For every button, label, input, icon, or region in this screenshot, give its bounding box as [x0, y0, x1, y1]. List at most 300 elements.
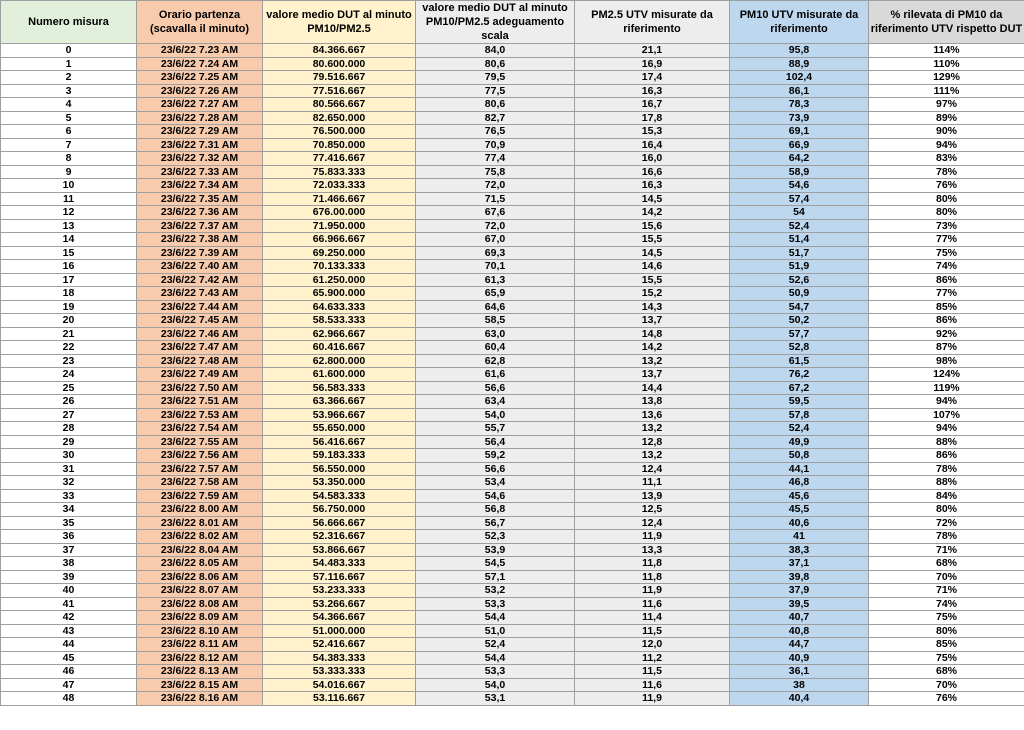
cell-valore-medio-dut-scala[interactable]: 54,5 [416, 557, 575, 571]
cell-percent-pm10[interactable]: 76% [869, 179, 1024, 193]
cell-numero-misura[interactable]: 21 [1, 327, 137, 341]
cell-pm25-utv[interactable]: 16,3 [575, 84, 730, 98]
cell-pm25-utv[interactable]: 17,4 [575, 71, 730, 85]
cell-pm25-utv[interactable]: 16,4 [575, 138, 730, 152]
cell-pm25-utv[interactable]: 15,2 [575, 287, 730, 301]
cell-pm10-utv[interactable]: 58,9 [730, 165, 869, 179]
cell-valore-medio-dut[interactable]: 52.416.667 [263, 638, 416, 652]
cell-orario-partenza[interactable]: 23/6/22 7.26 AM [137, 84, 263, 98]
cell-orario-partenza[interactable]: 23/6/22 7.44 AM [137, 300, 263, 314]
cell-valore-medio-dut[interactable]: 53.966.667 [263, 408, 416, 422]
cell-valore-medio-dut[interactable]: 51.000.000 [263, 624, 416, 638]
cell-valore-medio-dut[interactable]: 54.583.333 [263, 489, 416, 503]
cell-valore-medio-dut-scala[interactable]: 54,0 [416, 408, 575, 422]
cell-percent-pm10[interactable]: 70% [869, 678, 1024, 692]
cell-orario-partenza[interactable]: 23/6/22 7.59 AM [137, 489, 263, 503]
cell-orario-partenza[interactable]: 23/6/22 8.07 AM [137, 584, 263, 598]
cell-percent-pm10[interactable]: 129% [869, 71, 1024, 85]
cell-pm10-utv[interactable]: 41 [730, 530, 869, 544]
cell-valore-medio-dut[interactable]: 77.416.667 [263, 152, 416, 166]
cell-numero-misura[interactable]: 40 [1, 584, 137, 598]
cell-pm25-utv[interactable]: 11,8 [575, 557, 730, 571]
cell-orario-partenza[interactable]: 23/6/22 7.50 AM [137, 381, 263, 395]
cell-pm10-utv[interactable]: 46,8 [730, 476, 869, 490]
cell-valore-medio-dut-scala[interactable]: 53,9 [416, 543, 575, 557]
cell-numero-misura[interactable]: 10 [1, 179, 137, 193]
cell-percent-pm10[interactable]: 80% [869, 206, 1024, 220]
cell-valore-medio-dut-scala[interactable]: 53,1 [416, 692, 575, 706]
header-orario-partenza[interactable]: Orario partenza (scavalla il minuto) [137, 1, 263, 44]
cell-pm10-utv[interactable]: 38,3 [730, 543, 869, 557]
cell-orario-partenza[interactable]: 23/6/22 7.28 AM [137, 111, 263, 125]
cell-percent-pm10[interactable]: 88% [869, 435, 1024, 449]
cell-pm25-utv[interactable]: 11,6 [575, 597, 730, 611]
cell-valore-medio-dut-scala[interactable]: 52,4 [416, 638, 575, 652]
cell-percent-pm10[interactable]: 78% [869, 165, 1024, 179]
cell-pm10-utv[interactable]: 61,5 [730, 354, 869, 368]
cell-percent-pm10[interactable]: 86% [869, 449, 1024, 463]
cell-orario-partenza[interactable]: 23/6/22 8.10 AM [137, 624, 263, 638]
cell-orario-partenza[interactable]: 23/6/22 7.49 AM [137, 368, 263, 382]
cell-valore-medio-dut[interactable]: 56.416.667 [263, 435, 416, 449]
cell-percent-pm10[interactable]: 89% [869, 111, 1024, 125]
cell-percent-pm10[interactable]: 94% [869, 422, 1024, 436]
cell-orario-partenza[interactable]: 23/6/22 7.43 AM [137, 287, 263, 301]
cell-pm10-utv[interactable]: 44,7 [730, 638, 869, 652]
cell-valore-medio-dut-scala[interactable]: 54,4 [416, 611, 575, 625]
cell-percent-pm10[interactable]: 84% [869, 489, 1024, 503]
cell-numero-misura[interactable]: 31 [1, 462, 137, 476]
cell-valore-medio-dut[interactable]: 72.033.333 [263, 179, 416, 193]
cell-orario-partenza[interactable]: 23/6/22 8.00 AM [137, 503, 263, 517]
cell-pm25-utv[interactable]: 14,6 [575, 260, 730, 274]
cell-valore-medio-dut[interactable]: 79.516.667 [263, 71, 416, 85]
cell-valore-medio-dut-scala[interactable]: 54,0 [416, 678, 575, 692]
cell-numero-misura[interactable]: 43 [1, 624, 137, 638]
cell-valore-medio-dut[interactable]: 80.566.667 [263, 98, 416, 112]
cell-pm25-utv[interactable]: 16,6 [575, 165, 730, 179]
cell-orario-partenza[interactable]: 23/6/22 7.56 AM [137, 449, 263, 463]
cell-pm10-utv[interactable]: 88,9 [730, 57, 869, 71]
cell-pm25-utv[interactable]: 12,0 [575, 638, 730, 652]
cell-valore-medio-dut-scala[interactable]: 53,4 [416, 476, 575, 490]
cell-valore-medio-dut-scala[interactable]: 53,3 [416, 665, 575, 679]
cell-valore-medio-dut[interactable]: 60.416.667 [263, 341, 416, 355]
cell-orario-partenza[interactable]: 23/6/22 7.34 AM [137, 179, 263, 193]
cell-orario-partenza[interactable]: 23/6/22 7.54 AM [137, 422, 263, 436]
cell-pm25-utv[interactable]: 11,5 [575, 624, 730, 638]
cell-pm10-utv[interactable]: 57,4 [730, 192, 869, 206]
cell-valore-medio-dut[interactable]: 61.600.000 [263, 368, 416, 382]
cell-orario-partenza[interactable]: 23/6/22 8.11 AM [137, 638, 263, 652]
cell-orario-partenza[interactable]: 23/6/22 8.05 AM [137, 557, 263, 571]
cell-percent-pm10[interactable]: 110% [869, 57, 1024, 71]
cell-pm10-utv[interactable]: 51,9 [730, 260, 869, 274]
cell-valore-medio-dut[interactable]: 62.800.000 [263, 354, 416, 368]
cell-pm25-utv[interactable]: 21,1 [575, 44, 730, 58]
cell-valore-medio-dut[interactable]: 52.316.667 [263, 530, 416, 544]
cell-pm25-utv[interactable]: 14,2 [575, 341, 730, 355]
cell-pm10-utv[interactable]: 40,8 [730, 624, 869, 638]
cell-pm25-utv[interactable]: 16,9 [575, 57, 730, 71]
cell-numero-misura[interactable]: 39 [1, 570, 137, 584]
cell-orario-partenza[interactable]: 23/6/22 7.29 AM [137, 125, 263, 139]
cell-valore-medio-dut[interactable]: 57.116.667 [263, 570, 416, 584]
cell-pm10-utv[interactable]: 50,8 [730, 449, 869, 463]
cell-valore-medio-dut[interactable]: 58.533.333 [263, 314, 416, 328]
cell-valore-medio-dut[interactable]: 54.383.333 [263, 651, 416, 665]
cell-numero-misura[interactable]: 19 [1, 300, 137, 314]
cell-valore-medio-dut-scala[interactable]: 80,6 [416, 57, 575, 71]
cell-valore-medio-dut[interactable]: 54.483.333 [263, 557, 416, 571]
cell-numero-misura[interactable]: 5 [1, 111, 137, 125]
cell-percent-pm10[interactable]: 77% [869, 287, 1024, 301]
cell-percent-pm10[interactable]: 74% [869, 597, 1024, 611]
cell-orario-partenza[interactable]: 23/6/22 7.47 AM [137, 341, 263, 355]
cell-numero-misura[interactable]: 7 [1, 138, 137, 152]
cell-numero-misura[interactable]: 13 [1, 219, 137, 233]
cell-valore-medio-dut[interactable]: 53.266.667 [263, 597, 416, 611]
cell-pm10-utv[interactable]: 45,6 [730, 489, 869, 503]
cell-pm25-utv[interactable]: 17,8 [575, 111, 730, 125]
cell-orario-partenza[interactable]: 23/6/22 8.13 AM [137, 665, 263, 679]
cell-numero-misura[interactable]: 24 [1, 368, 137, 382]
cell-numero-misura[interactable]: 17 [1, 273, 137, 287]
cell-pm25-utv[interactable]: 11,9 [575, 692, 730, 706]
cell-valore-medio-dut[interactable]: 65.900.000 [263, 287, 416, 301]
cell-percent-pm10[interactable]: 90% [869, 125, 1024, 139]
cell-pm25-utv[interactable]: 11,6 [575, 678, 730, 692]
header-numero-misura[interactable]: Numero misura [1, 1, 137, 44]
cell-valore-medio-dut-scala[interactable]: 65,9 [416, 287, 575, 301]
header-pm25-utv[interactable]: PM2.5 UTV misurate da riferimento [575, 1, 730, 44]
cell-numero-misura[interactable]: 23 [1, 354, 137, 368]
cell-pm25-utv[interactable]: 13,2 [575, 422, 730, 436]
cell-pm10-utv[interactable]: 50,2 [730, 314, 869, 328]
cell-valore-medio-dut-scala[interactable]: 77,4 [416, 152, 575, 166]
cell-orario-partenza[interactable]: 23/6/22 8.15 AM [137, 678, 263, 692]
cell-orario-partenza[interactable]: 23/6/22 8.16 AM [137, 692, 263, 706]
cell-pm25-utv[interactable]: 13,7 [575, 368, 730, 382]
cell-percent-pm10[interactable]: 78% [869, 530, 1024, 544]
cell-percent-pm10[interactable]: 88% [869, 476, 1024, 490]
cell-numero-misura[interactable]: 0 [1, 44, 137, 58]
cell-pm10-utv[interactable]: 78,3 [730, 98, 869, 112]
cell-valore-medio-dut[interactable]: 77.516.667 [263, 84, 416, 98]
cell-pm10-utv[interactable]: 44,1 [730, 462, 869, 476]
cell-orario-partenza[interactable]: 23/6/22 7.25 AM [137, 71, 263, 85]
cell-valore-medio-dut-scala[interactable]: 77,5 [416, 84, 575, 98]
cell-valore-medio-dut[interactable]: 82.650.000 [263, 111, 416, 125]
cell-pm25-utv[interactable]: 15,6 [575, 219, 730, 233]
cell-valore-medio-dut-scala[interactable]: 56,6 [416, 381, 575, 395]
cell-orario-partenza[interactable]: 23/6/22 7.46 AM [137, 327, 263, 341]
cell-percent-pm10[interactable]: 85% [869, 300, 1024, 314]
cell-pm10-utv[interactable]: 40,7 [730, 611, 869, 625]
cell-pm10-utv[interactable]: 38 [730, 678, 869, 692]
cell-numero-misura[interactable]: 29 [1, 435, 137, 449]
cell-numero-misura[interactable]: 20 [1, 314, 137, 328]
cell-pm10-utv[interactable]: 76,2 [730, 368, 869, 382]
cell-orario-partenza[interactable]: 23/6/22 8.12 AM [137, 651, 263, 665]
cell-percent-pm10[interactable]: 92% [869, 327, 1024, 341]
cell-valore-medio-dut[interactable]: 54.016.667 [263, 678, 416, 692]
cell-pm10-utv[interactable]: 52,4 [730, 422, 869, 436]
cell-numero-misura[interactable]: 45 [1, 651, 137, 665]
cell-valore-medio-dut-scala[interactable]: 62,8 [416, 354, 575, 368]
cell-percent-pm10[interactable]: 75% [869, 611, 1024, 625]
cell-orario-partenza[interactable]: 23/6/22 8.02 AM [137, 530, 263, 544]
cell-valore-medio-dut[interactable]: 53.233.333 [263, 584, 416, 598]
cell-valore-medio-dut-scala[interactable]: 56,7 [416, 516, 575, 530]
cell-numero-misura[interactable]: 16 [1, 260, 137, 274]
cell-valore-medio-dut-scala[interactable]: 55,7 [416, 422, 575, 436]
cell-orario-partenza[interactable]: 23/6/22 8.04 AM [137, 543, 263, 557]
cell-numero-misura[interactable]: 2 [1, 71, 137, 85]
cell-pm10-utv[interactable]: 86,1 [730, 84, 869, 98]
cell-numero-misura[interactable]: 22 [1, 341, 137, 355]
cell-percent-pm10[interactable]: 78% [869, 462, 1024, 476]
cell-percent-pm10[interactable]: 111% [869, 84, 1024, 98]
cell-valore-medio-dut[interactable]: 75.833.333 [263, 165, 416, 179]
cell-numero-misura[interactable]: 44 [1, 638, 137, 652]
cell-percent-pm10[interactable]: 114% [869, 44, 1024, 58]
cell-valore-medio-dut-scala[interactable]: 72,0 [416, 179, 575, 193]
cell-pm10-utv[interactable]: 59,5 [730, 395, 869, 409]
cell-pm25-utv[interactable]: 12,4 [575, 516, 730, 530]
cell-numero-misura[interactable]: 18 [1, 287, 137, 301]
cell-pm10-utv[interactable]: 54,6 [730, 179, 869, 193]
cell-valore-medio-dut[interactable]: 54.366.667 [263, 611, 416, 625]
cell-orario-partenza[interactable]: 23/6/22 8.01 AM [137, 516, 263, 530]
cell-pm25-utv[interactable]: 11,1 [575, 476, 730, 490]
cell-valore-medio-dut-scala[interactable]: 53,2 [416, 584, 575, 598]
cell-valore-medio-dut[interactable]: 69.250.000 [263, 246, 416, 260]
cell-valore-medio-dut[interactable]: 56.550.000 [263, 462, 416, 476]
cell-orario-partenza[interactable]: 23/6/22 7.55 AM [137, 435, 263, 449]
cell-valore-medio-dut-scala[interactable]: 67,0 [416, 233, 575, 247]
cell-valore-medio-dut-scala[interactable]: 53,3 [416, 597, 575, 611]
cell-percent-pm10[interactable]: 83% [869, 152, 1024, 166]
cell-numero-misura[interactable]: 11 [1, 192, 137, 206]
cell-pm10-utv[interactable]: 39,8 [730, 570, 869, 584]
cell-pm10-utv[interactable]: 67,2 [730, 381, 869, 395]
cell-valore-medio-dut-scala[interactable]: 72,0 [416, 219, 575, 233]
cell-pm10-utv[interactable]: 37,1 [730, 557, 869, 571]
cell-pm10-utv[interactable]: 39,5 [730, 597, 869, 611]
cell-percent-pm10[interactable]: 94% [869, 138, 1024, 152]
cell-orario-partenza[interactable]: 23/6/22 7.40 AM [137, 260, 263, 274]
cell-numero-misura[interactable]: 37 [1, 543, 137, 557]
cell-pm10-utv[interactable]: 45,5 [730, 503, 869, 517]
cell-orario-partenza[interactable]: 23/6/22 7.45 AM [137, 314, 263, 328]
cell-numero-misura[interactable]: 26 [1, 395, 137, 409]
cell-percent-pm10[interactable]: 107% [869, 408, 1024, 422]
cell-valore-medio-dut[interactable]: 53.116.667 [263, 692, 416, 706]
cell-pm10-utv[interactable]: 40,9 [730, 651, 869, 665]
cell-orario-partenza[interactable]: 23/6/22 7.51 AM [137, 395, 263, 409]
cell-orario-partenza[interactable]: 23/6/22 7.38 AM [137, 233, 263, 247]
cell-pm10-utv[interactable]: 54,7 [730, 300, 869, 314]
cell-valore-medio-dut-scala[interactable]: 64,6 [416, 300, 575, 314]
header-valore-medio-dut-scala[interactable]: valore medio DUT al minuto PM10/PM2.5 adeguamento scala [416, 1, 575, 44]
cell-pm10-utv[interactable]: 37,9 [730, 584, 869, 598]
cell-valore-medio-dut[interactable]: 70.850.000 [263, 138, 416, 152]
cell-valore-medio-dut-scala[interactable]: 61,6 [416, 368, 575, 382]
cell-numero-misura[interactable]: 46 [1, 665, 137, 679]
cell-valore-medio-dut[interactable]: 80.600.000 [263, 57, 416, 71]
cell-percent-pm10[interactable]: 80% [869, 192, 1024, 206]
cell-percent-pm10[interactable]: 87% [869, 341, 1024, 355]
cell-valore-medio-dut-scala[interactable]: 69,3 [416, 246, 575, 260]
cell-percent-pm10[interactable]: 75% [869, 651, 1024, 665]
cell-pm25-utv[interactable]: 14,8 [575, 327, 730, 341]
cell-pm10-utv[interactable]: 64,2 [730, 152, 869, 166]
cell-pm25-utv[interactable]: 11,9 [575, 530, 730, 544]
cell-pm10-utv[interactable]: 50,9 [730, 287, 869, 301]
cell-numero-misura[interactable]: 41 [1, 597, 137, 611]
cell-pm25-utv[interactable]: 14,2 [575, 206, 730, 220]
cell-pm25-utv[interactable]: 12,4 [575, 462, 730, 476]
cell-pm25-utv[interactable]: 16,3 [575, 179, 730, 193]
cell-numero-misura[interactable]: 30 [1, 449, 137, 463]
cell-orario-partenza[interactable]: 23/6/22 7.57 AM [137, 462, 263, 476]
cell-percent-pm10[interactable]: 71% [869, 584, 1024, 598]
cell-valore-medio-dut-scala[interactable]: 63,0 [416, 327, 575, 341]
cell-pm25-utv[interactable]: 11,5 [575, 665, 730, 679]
cell-numero-misura[interactable]: 1 [1, 57, 137, 71]
cell-pm10-utv[interactable]: 40,4 [730, 692, 869, 706]
cell-numero-misura[interactable]: 14 [1, 233, 137, 247]
cell-pm25-utv[interactable]: 13,6 [575, 408, 730, 422]
cell-valore-medio-dut-scala[interactable]: 70,9 [416, 138, 575, 152]
cell-numero-misura[interactable]: 9 [1, 165, 137, 179]
cell-pm10-utv[interactable]: 40,6 [730, 516, 869, 530]
cell-percent-pm10[interactable]: 80% [869, 624, 1024, 638]
cell-percent-pm10[interactable]: 73% [869, 219, 1024, 233]
cell-percent-pm10[interactable]: 85% [869, 638, 1024, 652]
cell-valore-medio-dut[interactable]: 71.950.000 [263, 219, 416, 233]
cell-valore-medio-dut-scala[interactable]: 54,6 [416, 489, 575, 503]
cell-percent-pm10[interactable]: 97% [869, 98, 1024, 112]
cell-orario-partenza[interactable]: 23/6/22 7.36 AM [137, 206, 263, 220]
cell-valore-medio-dut-scala[interactable]: 82,7 [416, 111, 575, 125]
cell-pm25-utv[interactable]: 14,5 [575, 192, 730, 206]
cell-numero-misura[interactable]: 36 [1, 530, 137, 544]
cell-percent-pm10[interactable]: 80% [869, 503, 1024, 517]
cell-percent-pm10[interactable]: 86% [869, 314, 1024, 328]
cell-pm10-utv[interactable]: 52,8 [730, 341, 869, 355]
cell-valore-medio-dut-scala[interactable]: 52,3 [416, 530, 575, 544]
cell-orario-partenza[interactable]: 23/6/22 7.33 AM [137, 165, 263, 179]
cell-valore-medio-dut[interactable]: 71.466.667 [263, 192, 416, 206]
cell-valore-medio-dut-scala[interactable]: 58,5 [416, 314, 575, 328]
cell-pm10-utv[interactable]: 51,4 [730, 233, 869, 247]
cell-numero-misura[interactable]: 25 [1, 381, 137, 395]
cell-pm10-utv[interactable]: 57,8 [730, 408, 869, 422]
cell-valore-medio-dut[interactable]: 56.583.333 [263, 381, 416, 395]
cell-percent-pm10[interactable]: 70% [869, 570, 1024, 584]
cell-valore-medio-dut[interactable]: 53.350.000 [263, 476, 416, 490]
cell-valore-medio-dut[interactable]: 66.966.667 [263, 233, 416, 247]
cell-numero-misura[interactable]: 27 [1, 408, 137, 422]
cell-pm25-utv[interactable]: 12,8 [575, 435, 730, 449]
cell-valore-medio-dut-scala[interactable]: 56,8 [416, 503, 575, 517]
cell-orario-partenza[interactable]: 23/6/22 7.35 AM [137, 192, 263, 206]
cell-percent-pm10[interactable]: 124% [869, 368, 1024, 382]
cell-pm25-utv[interactable]: 13,7 [575, 314, 730, 328]
cell-orario-partenza[interactable]: 23/6/22 7.31 AM [137, 138, 263, 152]
cell-pm10-utv[interactable]: 57,7 [730, 327, 869, 341]
cell-percent-pm10[interactable]: 75% [869, 246, 1024, 260]
cell-numero-misura[interactable]: 42 [1, 611, 137, 625]
cell-pm25-utv[interactable]: 14,3 [575, 300, 730, 314]
cell-valore-medio-dut-scala[interactable]: 60,4 [416, 341, 575, 355]
cell-pm25-utv[interactable]: 16,7 [575, 98, 730, 112]
cell-numero-misura[interactable]: 15 [1, 246, 137, 260]
cell-percent-pm10[interactable]: 94% [869, 395, 1024, 409]
cell-pm10-utv[interactable]: 51,7 [730, 246, 869, 260]
cell-numero-misura[interactable]: 47 [1, 678, 137, 692]
cell-valore-medio-dut[interactable]: 53.866.667 [263, 543, 416, 557]
cell-pm10-utv[interactable]: 73,9 [730, 111, 869, 125]
cell-orario-partenza[interactable]: 23/6/22 7.32 AM [137, 152, 263, 166]
cell-orario-partenza[interactable]: 23/6/22 7.23 AM [137, 44, 263, 58]
cell-pm25-utv[interactable]: 15,5 [575, 233, 730, 247]
cell-pm25-utv[interactable]: 13,2 [575, 354, 730, 368]
cell-numero-misura[interactable]: 38 [1, 557, 137, 571]
cell-numero-misura[interactable]: 12 [1, 206, 137, 220]
cell-pm10-utv[interactable]: 52,4 [730, 219, 869, 233]
cell-pm10-utv[interactable]: 69,1 [730, 125, 869, 139]
cell-valore-medio-dut-scala[interactable]: 70,1 [416, 260, 575, 274]
header-pm10-utv[interactable]: PM10 UTV misurate da riferimento [730, 1, 869, 44]
header-valore-medio-dut[interactable]: valore medio DUT al minuto PM10/PM2.5 [263, 1, 416, 44]
cell-numero-misura[interactable]: 34 [1, 503, 137, 517]
cell-pm25-utv[interactable]: 15,5 [575, 273, 730, 287]
cell-numero-misura[interactable]: 6 [1, 125, 137, 139]
cell-numero-misura[interactable]: 28 [1, 422, 137, 436]
cell-valore-medio-dut-scala[interactable]: 59,2 [416, 449, 575, 463]
cell-pm25-utv[interactable]: 14,4 [575, 381, 730, 395]
cell-percent-pm10[interactable]: 68% [869, 665, 1024, 679]
cell-pm10-utv[interactable]: 52,6 [730, 273, 869, 287]
cell-valore-medio-dut-scala[interactable]: 67,6 [416, 206, 575, 220]
header-percent-pm10[interactable]: % rilevata di PM10 da riferimento UTV rispetto DUT [869, 1, 1024, 44]
cell-pm25-utv[interactable]: 11,2 [575, 651, 730, 665]
cell-percent-pm10[interactable]: 72% [869, 516, 1024, 530]
cell-pm25-utv[interactable]: 11,4 [575, 611, 730, 625]
cell-percent-pm10[interactable]: 68% [869, 557, 1024, 571]
cell-valore-medio-dut-scala[interactable]: 79,5 [416, 71, 575, 85]
cell-orario-partenza[interactable]: 23/6/22 8.09 AM [137, 611, 263, 625]
cell-numero-misura[interactable]: 8 [1, 152, 137, 166]
cell-orario-partenza[interactable]: 23/6/22 7.42 AM [137, 273, 263, 287]
cell-valore-medio-dut-scala[interactable]: 56,6 [416, 462, 575, 476]
cell-pm25-utv[interactable]: 12,5 [575, 503, 730, 517]
cell-pm25-utv[interactable]: 11,9 [575, 584, 730, 598]
cell-orario-partenza[interactable]: 23/6/22 7.39 AM [137, 246, 263, 260]
cell-percent-pm10[interactable]: 77% [869, 233, 1024, 247]
cell-pm10-utv[interactable]: 36,1 [730, 665, 869, 679]
cell-valore-medio-dut-scala[interactable]: 63,4 [416, 395, 575, 409]
cell-valore-medio-dut[interactable]: 56.666.667 [263, 516, 416, 530]
cell-orario-partenza[interactable]: 23/6/22 7.58 AM [137, 476, 263, 490]
cell-pm25-utv[interactable]: 14,5 [575, 246, 730, 260]
cell-pm25-utv[interactable]: 16,0 [575, 152, 730, 166]
cell-orario-partenza[interactable]: 23/6/22 8.06 AM [137, 570, 263, 584]
cell-valore-medio-dut-scala[interactable]: 76,5 [416, 125, 575, 139]
